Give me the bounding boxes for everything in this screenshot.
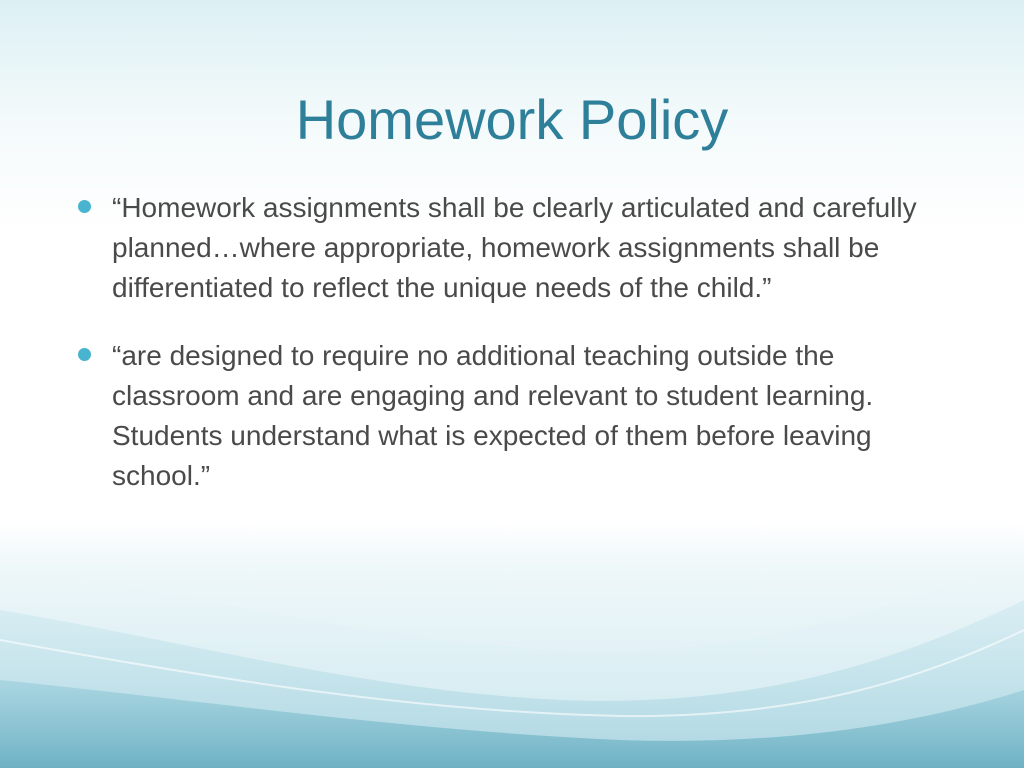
bullet-item [78, 336, 968, 496]
slide-title: Homework Policy [295, 88, 729, 151]
wave-mid [0, 600, 1024, 768]
bullet-text: “are designed to require no additional teaching outside the classroom and are engaging and relevant to student learning. Students understand what is expected of them before leaving school.” [112, 340, 874, 491]
wave-light [0, 560, 1024, 768]
bullet-list [78, 188, 968, 524]
wave-line [0, 630, 1024, 716]
bullet-dot-icon [78, 200, 91, 213]
wave-dark [0, 680, 1024, 768]
bullet-item [78, 188, 968, 308]
bullet-text: “Homework assignments shall be clearly articulated and carefully planned…where appropriate, homework assignments shall be differentiated to reflect the unique needs of the child.” [112, 192, 917, 303]
bullet-dot-icon [78, 348, 91, 361]
